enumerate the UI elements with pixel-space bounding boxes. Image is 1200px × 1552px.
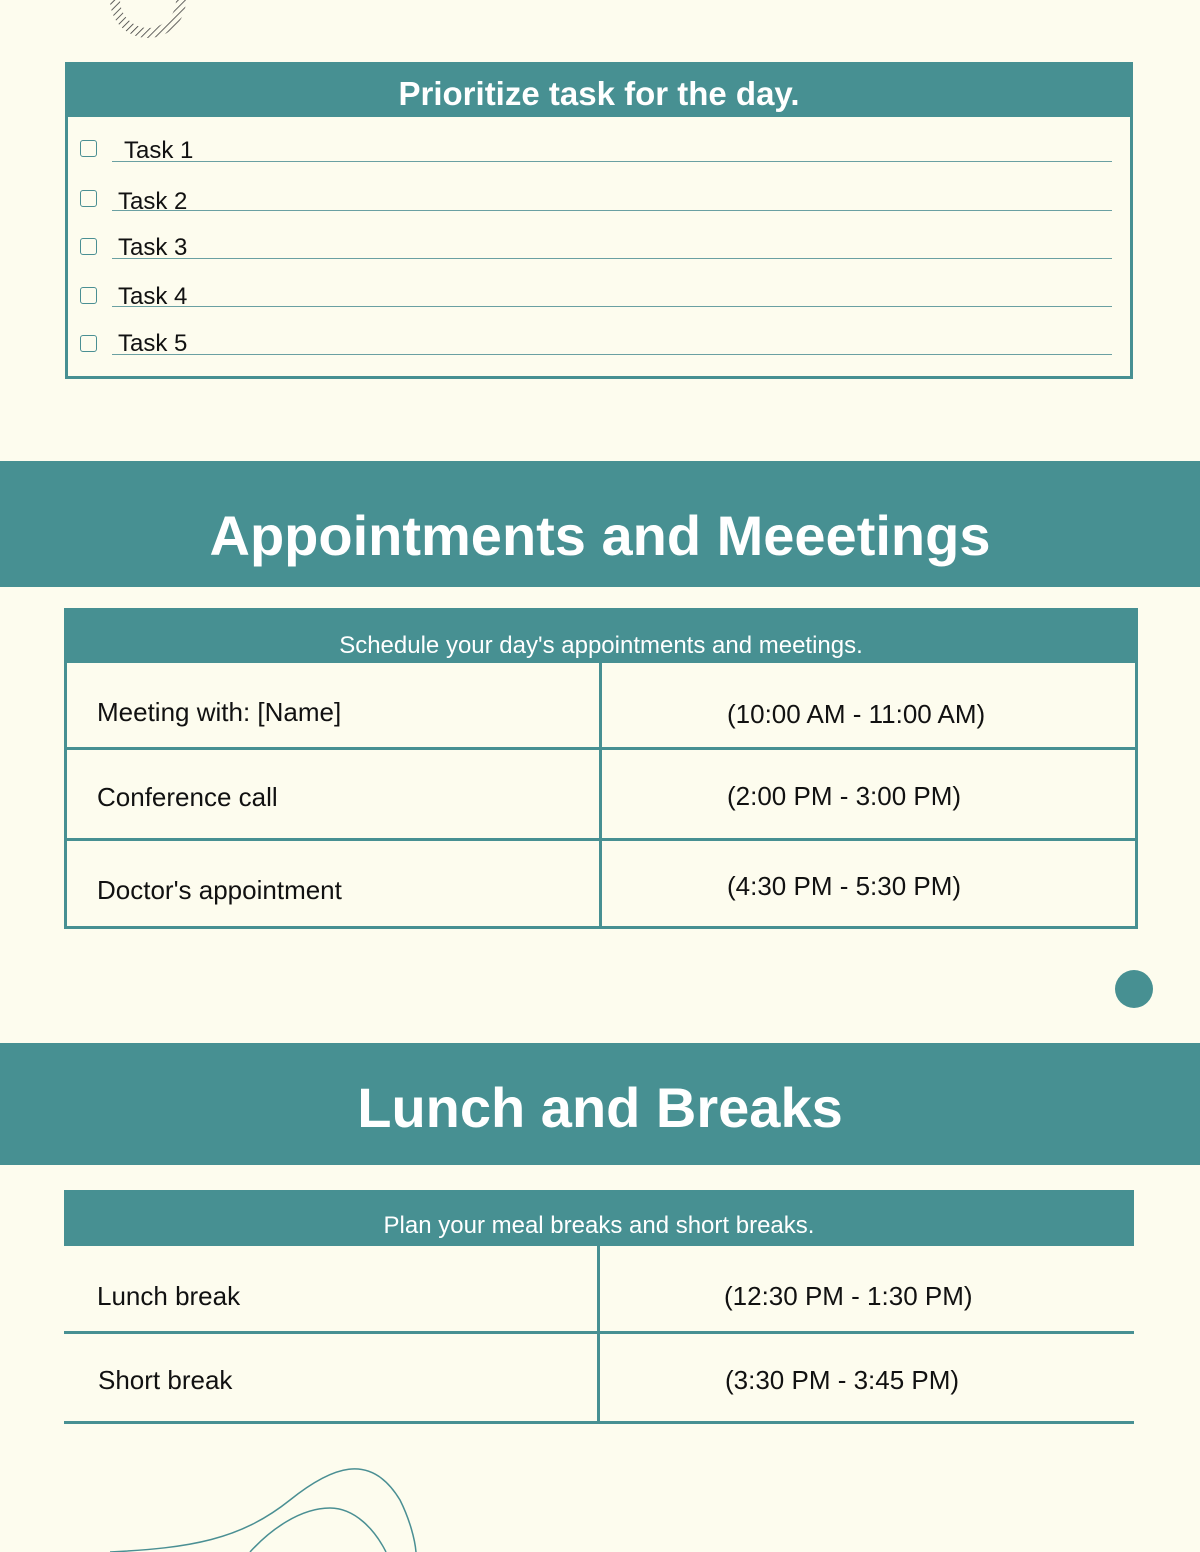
appointment-event: Meeting with: [Name]: [97, 697, 342, 727]
break-event: Short break: [98, 1365, 233, 1395]
task-checkbox[interactable]: [80, 335, 97, 352]
decorative-wave-icon: [100, 1460, 440, 1552]
task-priority-card: [65, 62, 1133, 379]
task-row-4: [78, 283, 1112, 323]
lunch-section-title: Lunch and Breaks: [0, 1043, 1200, 1165]
appointment-time: (10:00 AM - 11:00 AM): [727, 699, 986, 729]
task-label: Task 2: [118, 188, 188, 215]
task-underline: [112, 210, 1112, 211]
task-row-2: [78, 187, 1112, 227]
task-underline: [112, 258, 1112, 259]
row-divider: [67, 838, 1135, 841]
task-underline: [112, 161, 1112, 162]
lunch-table-caption: Plan your meal breaks and short breaks.: [64, 1193, 1134, 1246]
row-divider: [64, 1331, 1134, 1334]
appointment-event: Conference call: [97, 782, 278, 812]
task-row-3: [78, 234, 1112, 274]
break-event: Lunch break: [97, 1281, 241, 1311]
row-divider: [67, 747, 1135, 750]
break-time: (12:30 PM - 1:30 PM): [724, 1281, 973, 1311]
task-label: Task 4: [118, 283, 188, 310]
task-row-5: [78, 330, 1112, 370]
task-label: Task 3: [118, 234, 188, 261]
task-checkbox[interactable]: [80, 238, 97, 255]
appointment-event: Doctor's appointment: [97, 875, 342, 905]
lunch-breaks-table: [64, 1190, 1134, 1424]
appointments-table-caption: Schedule your day's appointments and meetings.: [67, 611, 1135, 663]
task-row-1: [78, 137, 1112, 177]
task-underline: [112, 354, 1112, 355]
decorative-hatched-arc-icon: [100, 0, 200, 40]
task-card-header: Prioritize task for the day.: [68, 65, 1130, 117]
task-label: Task 1: [124, 137, 194, 164]
appointments-section-title: Appointments and Meeetings: [0, 461, 1200, 587]
appointment-time: (2:00 PM - 3:00 PM): [727, 781, 962, 811]
break-time: (3:30 PM - 3:45 PM): [725, 1365, 960, 1395]
task-underline: [112, 306, 1112, 307]
task-label: Task 5: [118, 330, 188, 357]
appointments-table: [64, 608, 1138, 929]
column-divider: [599, 663, 602, 926]
decorative-dot-icon: [1115, 970, 1153, 1008]
task-checkbox[interactable]: [80, 190, 97, 207]
appointment-time: (4:30 PM - 5:30 PM): [727, 871, 962, 901]
task-checkbox[interactable]: [80, 287, 97, 304]
task-checkbox[interactable]: [80, 140, 97, 157]
